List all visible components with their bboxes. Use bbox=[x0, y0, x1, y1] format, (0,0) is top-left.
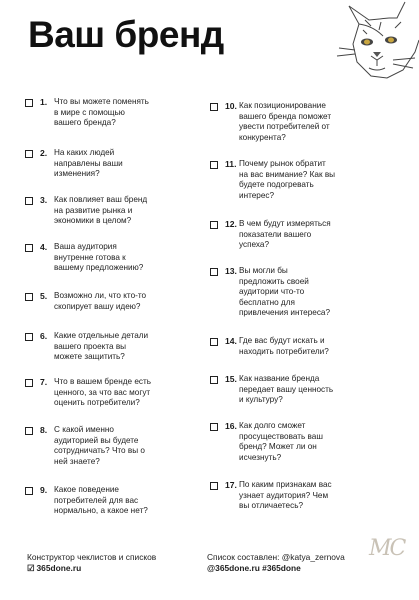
footer-left bbox=[27, 552, 156, 574]
item-question: Где вас будут искать и находить потребители? bbox=[239, 336, 329, 356]
checkbox[interactable] bbox=[210, 221, 218, 229]
item-number: 15. bbox=[225, 374, 237, 384]
item-number: 13. bbox=[225, 266, 237, 276]
item-question: На каких людей направлены ваши изменения? bbox=[54, 148, 123, 178]
item-question: Как название бренда передает вашу ценность и культуру? bbox=[239, 374, 334, 404]
checklist-item[interactable] bbox=[25, 195, 199, 227]
checklist-item[interactable] bbox=[210, 159, 384, 201]
checklist-item[interactable] bbox=[210, 266, 384, 319]
checkbox[interactable] bbox=[25, 379, 33, 387]
checkbox[interactable] bbox=[210, 482, 218, 490]
item-question: По каким признакам вас узнает аудитория? Чем вы отличаетесь? bbox=[239, 480, 332, 510]
checkbox[interactable] bbox=[25, 333, 33, 341]
checkbox[interactable] bbox=[210, 338, 218, 346]
item-question: Какое поведение потребителей для вас нормально, а какое нет? bbox=[54, 485, 148, 515]
item-number: 8. bbox=[40, 425, 48, 435]
item-question: Вы могли бы предложить своей аудитории что-то бесплатно для привлечения интереса? bbox=[239, 266, 331, 317]
item-question: Как позиционирование вашего бренда поможет увести потребителей от конкурента? bbox=[239, 101, 332, 142]
checklist-item[interactable] bbox=[25, 485, 199, 517]
item-number: 11. bbox=[225, 159, 237, 169]
item-question: Как повлияет ваш бренд на развитие рынка и экономики в целом? bbox=[54, 195, 148, 225]
item-number: 14. bbox=[225, 336, 237, 346]
footer-right bbox=[207, 552, 345, 574]
checklist-item[interactable] bbox=[210, 421, 384, 463]
item-number: 2. bbox=[40, 148, 48, 158]
checklist-item[interactable] bbox=[25, 425, 199, 467]
item-number: 10. bbox=[225, 101, 237, 111]
checklist-item[interactable] bbox=[25, 97, 199, 129]
checklist-item[interactable] bbox=[25, 291, 199, 312]
checklist-item[interactable] bbox=[210, 219, 384, 251]
checkbox[interactable] bbox=[25, 293, 33, 301]
page-title: Ваш бренд bbox=[28, 14, 224, 55]
checklist-item[interactable] bbox=[25, 148, 199, 180]
checklist-item[interactable] bbox=[25, 242, 199, 274]
item-number: 5. bbox=[40, 291, 48, 301]
item-question: Что в вашем бренде есть ценного, за что вас могут оценить потребители? bbox=[54, 377, 151, 407]
signature-watermark: MC bbox=[369, 536, 405, 561]
item-question: С какой именно аудиторией вы будете сотрудничать? Что вы о ней знаете? bbox=[54, 425, 145, 466]
item-number: 6. bbox=[40, 331, 48, 341]
checkbox[interactable] bbox=[25, 427, 33, 435]
item-question: Как долго сможет просуществовать ваш бренд? Может ли он исчезнуть? bbox=[239, 421, 323, 462]
checklist-item[interactable] bbox=[210, 480, 384, 512]
checkbox[interactable] bbox=[25, 197, 33, 205]
item-question: Почему рынок обратит на вас внимание? Как вы будете подогревать интерес? bbox=[239, 159, 336, 200]
item-number: 4. bbox=[40, 242, 48, 252]
checklist-item[interactable] bbox=[25, 377, 199, 409]
checkbox[interactable] bbox=[210, 376, 218, 384]
item-question: Возможно ли, что кто-то скопирует вашу идею? bbox=[54, 291, 147, 311]
checkbox[interactable] bbox=[210, 423, 218, 431]
checkbox[interactable] bbox=[210, 161, 218, 169]
item-number: 17. bbox=[225, 480, 237, 490]
site-link[interactable] bbox=[27, 563, 156, 574]
cat-illustration-icon bbox=[335, 0, 419, 82]
checkbox[interactable] bbox=[25, 244, 33, 252]
item-question: Какие отдельные детали вашего проекта вы можете защитить? bbox=[54, 331, 149, 361]
author-credit: Список составлен: @katya_zernova bbox=[207, 552, 345, 562]
checklist-item[interactable] bbox=[210, 101, 384, 143]
checklist-item[interactable] bbox=[25, 331, 199, 363]
item-question: Что вы можете поменять в мире с помощью вашего бренда? bbox=[54, 97, 149, 127]
hashtags: @365done.ru #365done bbox=[207, 563, 301, 573]
constructor-caption: Конструктор чеклистов и списков bbox=[27, 552, 157, 562]
item-question: В чем будут измеряться показатели вашего успеха? bbox=[239, 219, 331, 249]
checkbox[interactable] bbox=[25, 487, 33, 495]
item-number: 12. bbox=[225, 219, 237, 229]
item-number: 16. bbox=[225, 421, 237, 431]
checkbox[interactable] bbox=[25, 150, 33, 158]
item-question: Ваша аудитория внутренне готова к вашему предложению? bbox=[54, 242, 144, 272]
item-number: 7. bbox=[40, 377, 48, 387]
checkbox[interactable] bbox=[210, 268, 218, 276]
checklist-item[interactable] bbox=[210, 374, 384, 406]
checkbox[interactable] bbox=[25, 99, 33, 107]
item-number: 3. bbox=[40, 195, 48, 205]
checklist-item[interactable] bbox=[210, 336, 384, 357]
item-number: 9. bbox=[40, 485, 48, 495]
checkmark-logo-icon: ☑ bbox=[27, 563, 35, 573]
checkbox[interactable] bbox=[210, 103, 218, 111]
site-link-text: 365done.ru bbox=[36, 563, 82, 573]
item-number: 1. bbox=[40, 97, 48, 107]
